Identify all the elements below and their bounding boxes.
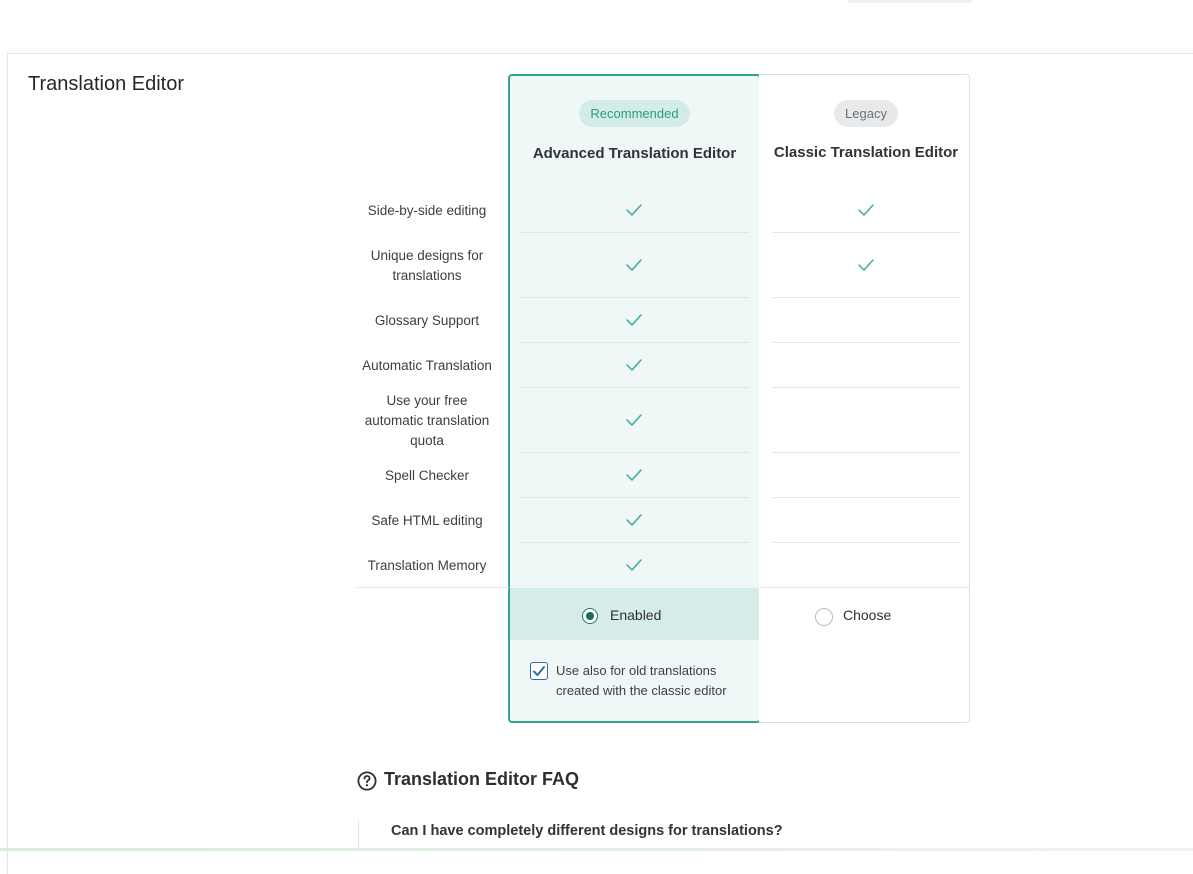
recommended-badge: Recommended [579, 100, 690, 127]
help-circle-icon [357, 771, 377, 791]
advanced-check-icon [625, 558, 643, 572]
row-divider [520, 232, 749, 233]
feature-label-free-quota: Use your free automatic translation quota [364, 392, 490, 448]
feature-label-spell-checker: Spell Checker [384, 467, 470, 483]
enabled-label: Enabled [610, 607, 662, 623]
row-divider [520, 497, 749, 498]
choose-label[interactable]: Choose [843, 607, 892, 623]
feature-label-unique-designs: Unique designs for translations [370, 247, 484, 283]
classic-editor-radio[interactable] [815, 608, 833, 626]
old-translations-label[interactable]: Use also for old translations created with the classic editor [556, 663, 727, 698]
table-bottom-divider [759, 587, 969, 588]
row-divider [520, 297, 749, 298]
feature-label-glossary: Glossary Support [374, 312, 480, 328]
classic-check-icon [857, 258, 875, 272]
legacy-badge: Legacy [834, 100, 898, 127]
advanced-check-icon [625, 413, 643, 427]
feature-label-safe-html: Safe HTML editing [371, 512, 483, 528]
advanced-check-icon [625, 313, 643, 327]
row-divider [520, 452, 749, 453]
advanced-check-icon [625, 258, 643, 272]
feature-label-translation-memory: Translation Memory [367, 557, 487, 573]
top-control-stub [848, 0, 972, 3]
checkmark-icon [531, 663, 547, 679]
advanced-check-icon [625, 468, 643, 482]
row-divider [520, 542, 749, 543]
faq-title: Translation Editor FAQ [384, 769, 580, 789]
faq-accent-bar [358, 820, 359, 851]
advanced-editor-title: Advanced Translation Editor [532, 145, 737, 162]
classic-check-icon [857, 203, 875, 217]
advanced-check-icon [625, 358, 643, 372]
row-divider [772, 452, 960, 453]
row-divider [520, 342, 749, 343]
row-divider [772, 497, 960, 498]
advanced-check-icon [625, 513, 643, 527]
classic-editor-column [759, 74, 970, 723]
section-title: Translation Editor [28, 73, 184, 95]
advanced-editor-radio[interactable] [582, 608, 598, 624]
row-divider [772, 297, 960, 298]
feature-label-automatic-translation: Automatic Translation [362, 357, 492, 373]
faq-question[interactable]: Can I have completely different designs for translations? [391, 823, 783, 839]
advanced-check-icon [625, 203, 643, 217]
classic-editor-title: Classic Translation Editor [773, 144, 959, 161]
row-divider [772, 342, 960, 343]
row-divider [520, 387, 749, 388]
table-bottom-divider [357, 587, 509, 588]
row-divider [772, 542, 960, 543]
old-translations-checkbox[interactable] [530, 662, 548, 680]
feature-label-side-by-side: Side-by-side editing [367, 202, 487, 218]
row-divider [772, 387, 960, 388]
row-divider [772, 232, 960, 233]
